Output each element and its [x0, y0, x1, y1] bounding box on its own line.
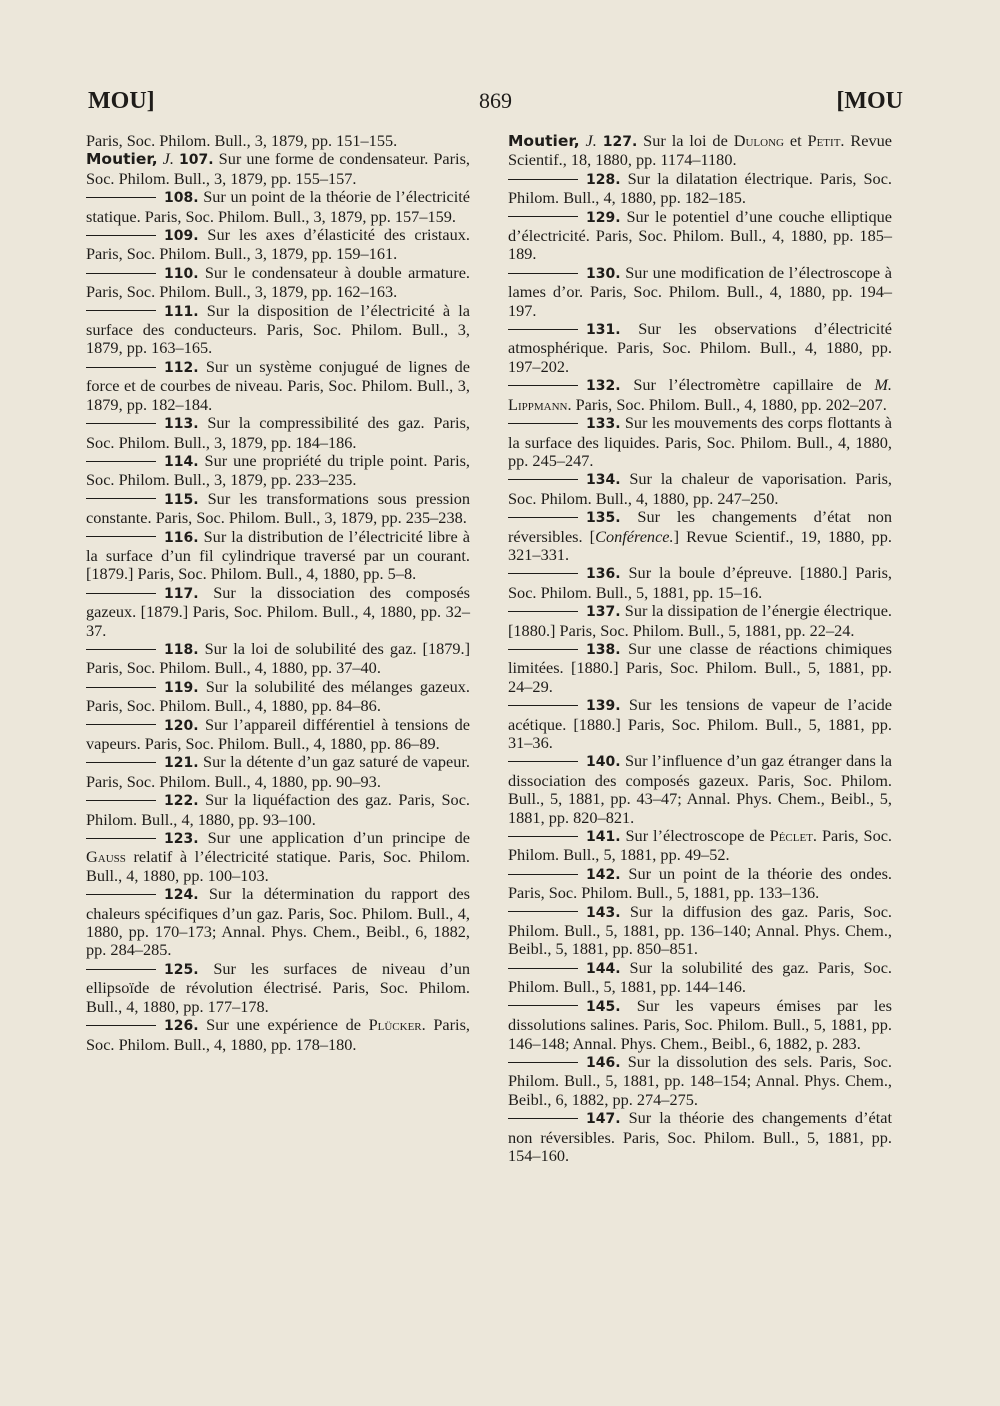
entry-125 — [86, 960, 470, 1016]
entry-text: Sur les changements d’état non réversibles. [ — [508, 507, 892, 546]
entry-132 — [508, 376, 892, 414]
entry-text: Sur la dilatation électrique. Paris, Soc. Philom. Bull., 4, 1880, pp. 182–185. — [508, 168, 892, 208]
author-name: Moutier, — [508, 132, 580, 150]
entry-139 — [508, 696, 892, 752]
entry-text: Sur la boule d’épreuve. [1880.] Paris, Soc. Philom. Bull., 5, 1881, pp. 15–16. — [508, 563, 893, 602]
entry-131 — [508, 320, 892, 376]
entry-number: 124. — [164, 887, 199, 904]
author-name: Moutier, — [86, 150, 158, 169]
ditto-dash — [86, 724, 156, 725]
entry-number: 136. — [586, 566, 621, 583]
entry-number: 141. — [586, 829, 621, 846]
ditto-dash — [86, 762, 156, 763]
entry-text: Sur l’appareil différentiel à tensions de vapeurs. Paris, Soc. Philom. Bull., 4, 1880, pp. 86–89. — [86, 714, 470, 753]
entry-145 — [508, 997, 892, 1053]
header-left: MOU] — [88, 88, 155, 114]
entry-112 — [86, 358, 470, 414]
small-caps-name: Petit. — [807, 131, 845, 150]
entry-144 — [508, 959, 892, 997]
entry-text: Sur la détermination du rapport des chaleurs spécifiques d’un gaz. Paris, Soc. Philom. Bull., 4, 1880, pp. 170–173; Annal. Phys. Chem., Beibl., 6, 1882, pp. 284–285. — [86, 884, 470, 960]
ditto-dash — [86, 687, 156, 688]
entry-108 — [86, 188, 470, 226]
entry-text: Sur les mouvements des corps flottants à la surface des liquides. Paris, Soc. Philom. Bull., 4, 1880, pp. 245–247. — [508, 413, 892, 470]
entry-number: 137. — [586, 604, 621, 621]
entry-114 — [86, 452, 470, 490]
entry-number: 143. — [586, 904, 621, 921]
entry-text: Paris, Soc. Philom. Bull., 4, 1880, pp. 178–180. — [86, 1015, 470, 1054]
entry-110 — [86, 264, 470, 302]
small-caps-name: Péclet. — [769, 826, 817, 846]
ditto-dash — [86, 423, 156, 424]
ditto-dash — [508, 329, 578, 330]
entry-number: 116. — [164, 529, 199, 546]
ditto-dash — [508, 874, 578, 875]
entry-137 — [508, 602, 892, 640]
entry-124 — [86, 885, 470, 960]
ditto-dash — [508, 836, 578, 837]
entry-number: 112. — [164, 359, 199, 376]
entry-121 — [86, 753, 470, 791]
ditto-dash — [508, 573, 578, 574]
entry-text: Sur les surfaces de niveau d’un ellipsoïde de révolution électrisé. Paris, Soc. Philom. Bull., 4, 1880, pp. 177–178. — [86, 958, 471, 1016]
entry-text: Sur la distribution de l’électricité libre à la surface d’un fil cylindrique traversé par un courant. [1879.] Paris, Soc. Philom. Bull., 4, 1880, pp. 5–8. — [86, 526, 470, 584]
header-right: [MOU — [836, 88, 903, 114]
entry-128 — [508, 170, 892, 208]
running-header — [88, 88, 903, 122]
entry-123 — [86, 829, 470, 885]
entry-146 — [508, 1053, 892, 1109]
entry-number: 142. — [586, 866, 621, 883]
author-initial: J. — [162, 149, 174, 169]
entry-text: Sur la disposition de l’électricité à la surface des conducteurs. Paris, Soc. Philom. Bull., 3, 1879, pp. 163–165. — [86, 300, 470, 358]
entry-147 — [508, 1109, 892, 1165]
entry-111 — [86, 302, 470, 358]
ditto-dash — [508, 423, 578, 424]
entry-text: Sur les tensions de vapeur de l’acide acétique. [1880.] Paris, Soc. Philom. Bull., 5, 1881, pp. 31–36. — [508, 695, 892, 752]
entry-number: 117. — [164, 585, 199, 602]
entry-number: 107. — [179, 152, 214, 169]
entry-text: Sur une application d’un principe de — [207, 828, 470, 848]
ditto-dash — [508, 1118, 578, 1119]
entry-number: 130. — [586, 265, 621, 282]
ditto-dash — [508, 385, 578, 386]
entry-number: 121. — [164, 755, 199, 772]
left-column — [86, 132, 470, 1054]
small-caps-name: Dulong — [733, 131, 784, 150]
entry-115 — [86, 490, 470, 528]
ditto-dash — [508, 911, 578, 912]
entry-140 — [508, 752, 892, 827]
right-entries-list — [508, 170, 892, 1166]
entry-text: Sur la détente d’un gaz saturé de vapeur. Paris, Soc. Philom. Bull., 4, 1880, pp. 90–93. — [86, 752, 470, 791]
italic-text: M. — [874, 375, 892, 395]
entry-number: 132. — [586, 378, 621, 395]
entry-text: Sur les observations d’électricité atmosphérique. Paris, Soc. Philom. Bull., 4, 1880, pp. 197–202. — [508, 319, 892, 376]
entry-text: Sur les vapeurs émises par les dissolutions salines. Paris, Soc. Philom. Bull., 5, 1881, pp. 146–148; Annal. Phys. Chem., Beibl., 6, 1882, p. 283. — [508, 995, 892, 1053]
entry-129 — [508, 208, 892, 264]
ditto-dash — [86, 273, 156, 274]
entry-text: Sur le potentiel d’une couche elliptique d’électricité. Paris, Soc. Philom. Bull., 4, 1880, pp. 185–189. — [508, 206, 892, 264]
entry-number: 146. — [586, 1054, 621, 1071]
entry-number: 145. — [586, 998, 621, 1015]
ditto-dash — [508, 1005, 578, 1006]
entry-number: 140. — [586, 754, 621, 771]
entry-number: 122. — [164, 793, 199, 810]
entry-text: Sur la dissolution des sels. Paris, Soc. Philom. Bull., 5, 1881, pp. 148–154; Annal. Phys. Chem., Beibl., 6, 1882, pp. 274–275. — [508, 1051, 892, 1109]
entry-number: 108. — [164, 190, 199, 207]
entry-136 — [508, 564, 892, 602]
entry-text: Sur un système conjugué de lignes de force et de courbes de niveau. Paris, Soc. Philom. Bull., 3, 1879, pp. 182–184. — [86, 356, 471, 414]
entry-number: 147. — [586, 1111, 621, 1128]
ditto-dash — [86, 536, 156, 537]
entry-text: Sur un point de la théorie de l’électricité statique. Paris, Soc. Philom. Bull., 3, 1879, pp. 157–159. — [86, 187, 470, 226]
ditto-dash — [508, 705, 578, 706]
ditto-dash — [86, 235, 156, 236]
entry-number: 126. — [164, 1018, 199, 1035]
ditto-dash — [508, 517, 578, 518]
ditto-dash — [508, 216, 578, 217]
ditto-dash — [508, 479, 578, 480]
entry-text: Paris, Soc. Philom. Bull., 5, 1881, pp. 49–52. — [508, 826, 893, 865]
entry-117 — [86, 584, 470, 640]
entry-number: 138. — [586, 641, 621, 658]
entry-number: 111. — [164, 303, 199, 320]
entry-text: Sur la loi de solubilité des gaz. [1879.] Paris, Soc. Philom. Bull., 4, 1880, pp. 37–40. — [86, 638, 470, 678]
entry-text: Sur une forme de condensateur. Paris, Soc. Philom. Bull., 3, 1879, pp. 155–157. — [86, 149, 470, 188]
entry-text: Sur l’influence d’un gaz étranger dans la dissociation des composés gazeux. Paris, Soc. Philom. Bull., 5, 1881, pp. 43–47; Annal. Phys. Chem., Beibl., 5, 1881, pp. 820–821. — [508, 751, 892, 827]
small-caps-name: Plücker. — [368, 1015, 426, 1035]
continuation-entry — [86, 132, 470, 150]
entry-number: 133. — [586, 416, 621, 433]
entry-number: 120. — [164, 717, 199, 734]
entry-number: 128. — [586, 171, 621, 188]
entry-116 — [86, 528, 470, 584]
entry-118 — [86, 640, 470, 678]
entry-number: 114. — [164, 453, 199, 470]
entry-text: Sur la liquéfaction des gaz. Paris, Soc. Philom. Bull., 4, 1880, pp. 93–100. — [86, 790, 470, 829]
ditto-dash — [86, 894, 156, 895]
ditto-dash — [86, 593, 156, 594]
entry-number: 135. — [586, 510, 621, 527]
entry-133 — [508, 414, 892, 470]
small-caps-name: Gauss — [86, 847, 126, 867]
entry-138 — [508, 640, 892, 696]
entry-text: Sur une classe de réactions chimiques limitées. [1880.] Paris, Soc. Philom. Bull., 5, 1881, pp. 24–29. — [508, 638, 893, 696]
entry-text: Sur la solubilité des mélanges gazeux. Paris, Soc. Philom. Bull., 4, 1880, pp. 84–86. — [86, 676, 470, 716]
ditto-dash — [508, 649, 578, 650]
entry-text: Paris, Soc. Philom. Bull., 4, 1880, pp. 202–207. — [575, 394, 887, 414]
entry-text: Sur la théorie des changements d’état non réversibles. Paris, Soc. Philom. Bull., 5, 1881, pp. 154–160. — [508, 1108, 892, 1165]
entry-text: Sur l’électroscope de — [625, 826, 765, 846]
continuation-text: Paris, Soc. Philom. Bull., 3, 1879, pp. 151–155. — [86, 131, 398, 150]
entry-text: Sur la dissociation des composés gazeux. [1879.] Paris, Soc. Philom. Bull., 4, 1880, pp. 32–37. — [86, 582, 471, 640]
ditto-dash — [86, 800, 156, 801]
entry-text: Sur la loi de — [643, 131, 728, 150]
ditto-dash — [86, 838, 156, 839]
page-number: 869 — [479, 88, 512, 113]
entry-text: relatif à l’électricité statique. Paris, Soc. Philom. Bull., 4, 1880, pp. 100–103. — [86, 847, 470, 885]
ditto-dash — [508, 761, 578, 762]
entry-number: 119. — [164, 679, 199, 696]
entry-number: 113. — [164, 416, 199, 433]
entry-113 — [86, 414, 470, 452]
ditto-dash — [86, 461, 156, 462]
entry-number: 127. — [602, 134, 638, 150]
entry-number: 139. — [586, 698, 621, 715]
entry-134 — [508, 470, 892, 508]
entry-text: Sur l’électromètre capillaire de — [633, 375, 862, 395]
ditto-dash — [508, 179, 578, 180]
entry-number: 144. — [586, 960, 621, 977]
ditto-dash — [86, 649, 156, 650]
entry-text: Sur la dissipation de l’énergie électrique. [1880.] Paris, Soc. Philom. Bull., 5, 1881, pp. 22–24. — [508, 601, 892, 640]
entry-122 — [86, 791, 470, 829]
entry-text: Sur une modification de l’électroscope à lames d’or. Paris, Soc. Philom. Bull., 4, 1880, pp. 194–197. — [508, 262, 892, 320]
entry-number: 110. — [164, 265, 199, 282]
entry-109 — [86, 226, 470, 264]
entry-119 — [86, 678, 470, 716]
entry-number: 109. — [164, 228, 199, 245]
entry-text: Sur un point de la théorie des ondes. Paris, Soc. Philom. Bull., 5, 1881, pp. 133–136. — [508, 863, 892, 903]
entry-130 — [508, 264, 892, 320]
ditto-dash — [86, 310, 156, 311]
small-caps-name: Lippmann. — [508, 394, 572, 414]
ditto-dash — [86, 969, 156, 970]
ditto-dash — [508, 611, 578, 612]
entry-text: Sur la compressibilité des gaz. Paris, Soc. Philom. Bull., 3, 1879, pp. 184–186. — [86, 413, 470, 452]
ditto-dash — [86, 367, 156, 368]
entry-number: 131. — [586, 322, 621, 339]
entry-127 — [508, 132, 892, 170]
entry-107 — [86, 150, 470, 188]
ditto-dash — [508, 1062, 578, 1063]
entry-number: 118. — [164, 641, 199, 658]
right-column — [508, 132, 892, 1165]
entry-120 — [86, 716, 470, 754]
ditto-dash — [86, 498, 156, 499]
ditto-dash — [86, 197, 156, 198]
entry-text: Sur la diffusion des gaz. Paris, Soc. Philom. Bull., 5, 1881, pp. 136–140; Annal. Phys. Chem., Beibl., 5, 1881, pp. 850–851. — [508, 901, 893, 959]
entry-text: Revue Scientif., 18, 1880, pp. 1174–1180. — [508, 131, 892, 170]
entry-text: Sur la chaleur de vaporisation. Paris, Soc. Philom. Bull., 4, 1880, pp. 247–250. — [508, 469, 892, 508]
entry-text: Sur les transformations sous pression constante. Paris, Soc. Philom. Bull., 3, 1879, pp. 235–238. — [86, 488, 471, 528]
author-initial: J. — [585, 131, 597, 150]
ditto-dash — [508, 968, 578, 969]
ditto-dash — [508, 273, 578, 274]
ditto-dash — [86, 1025, 156, 1026]
entry-143 — [508, 903, 892, 959]
entry-text: ] Revue Scientif., 19, 1880, pp. 321–331. — [508, 526, 892, 564]
entry-number: 134. — [586, 472, 621, 489]
entry-135 — [508, 508, 892, 564]
italic-text: Conférence. — [595, 526, 674, 546]
entry-text: Sur une propriété du triple point. Paris, Soc. Philom. Bull., 3, 1879, pp. 233–235. — [86, 450, 470, 490]
entry-142 — [508, 865, 892, 903]
entry-text: et — [789, 131, 802, 150]
entry-126 — [86, 1016, 470, 1054]
left-entries-list — [86, 150, 470, 1054]
entry-text: Sur le condensateur à double armature. Paris, Soc. Philom. Bull., 3, 1879, pp. 162–163. — [86, 262, 470, 302]
entry-number: 123. — [164, 831, 199, 848]
entry-141 — [508, 827, 892, 865]
entry-number: 129. — [586, 209, 621, 226]
entry-number: 115. — [164, 491, 199, 508]
entry-text: Sur la solubilité des gaz. Paris, Soc. Philom. Bull., 5, 1881, pp. 144–146. — [508, 957, 892, 997]
entry-text: Sur les axes d’élasticité des cristaux. Paris, Soc. Philom. Bull., 3, 1879, pp. 159–161. — [86, 225, 471, 264]
entry-number: 125. — [164, 961, 199, 978]
entry-text: Sur une expérience de — [206, 1015, 361, 1035]
